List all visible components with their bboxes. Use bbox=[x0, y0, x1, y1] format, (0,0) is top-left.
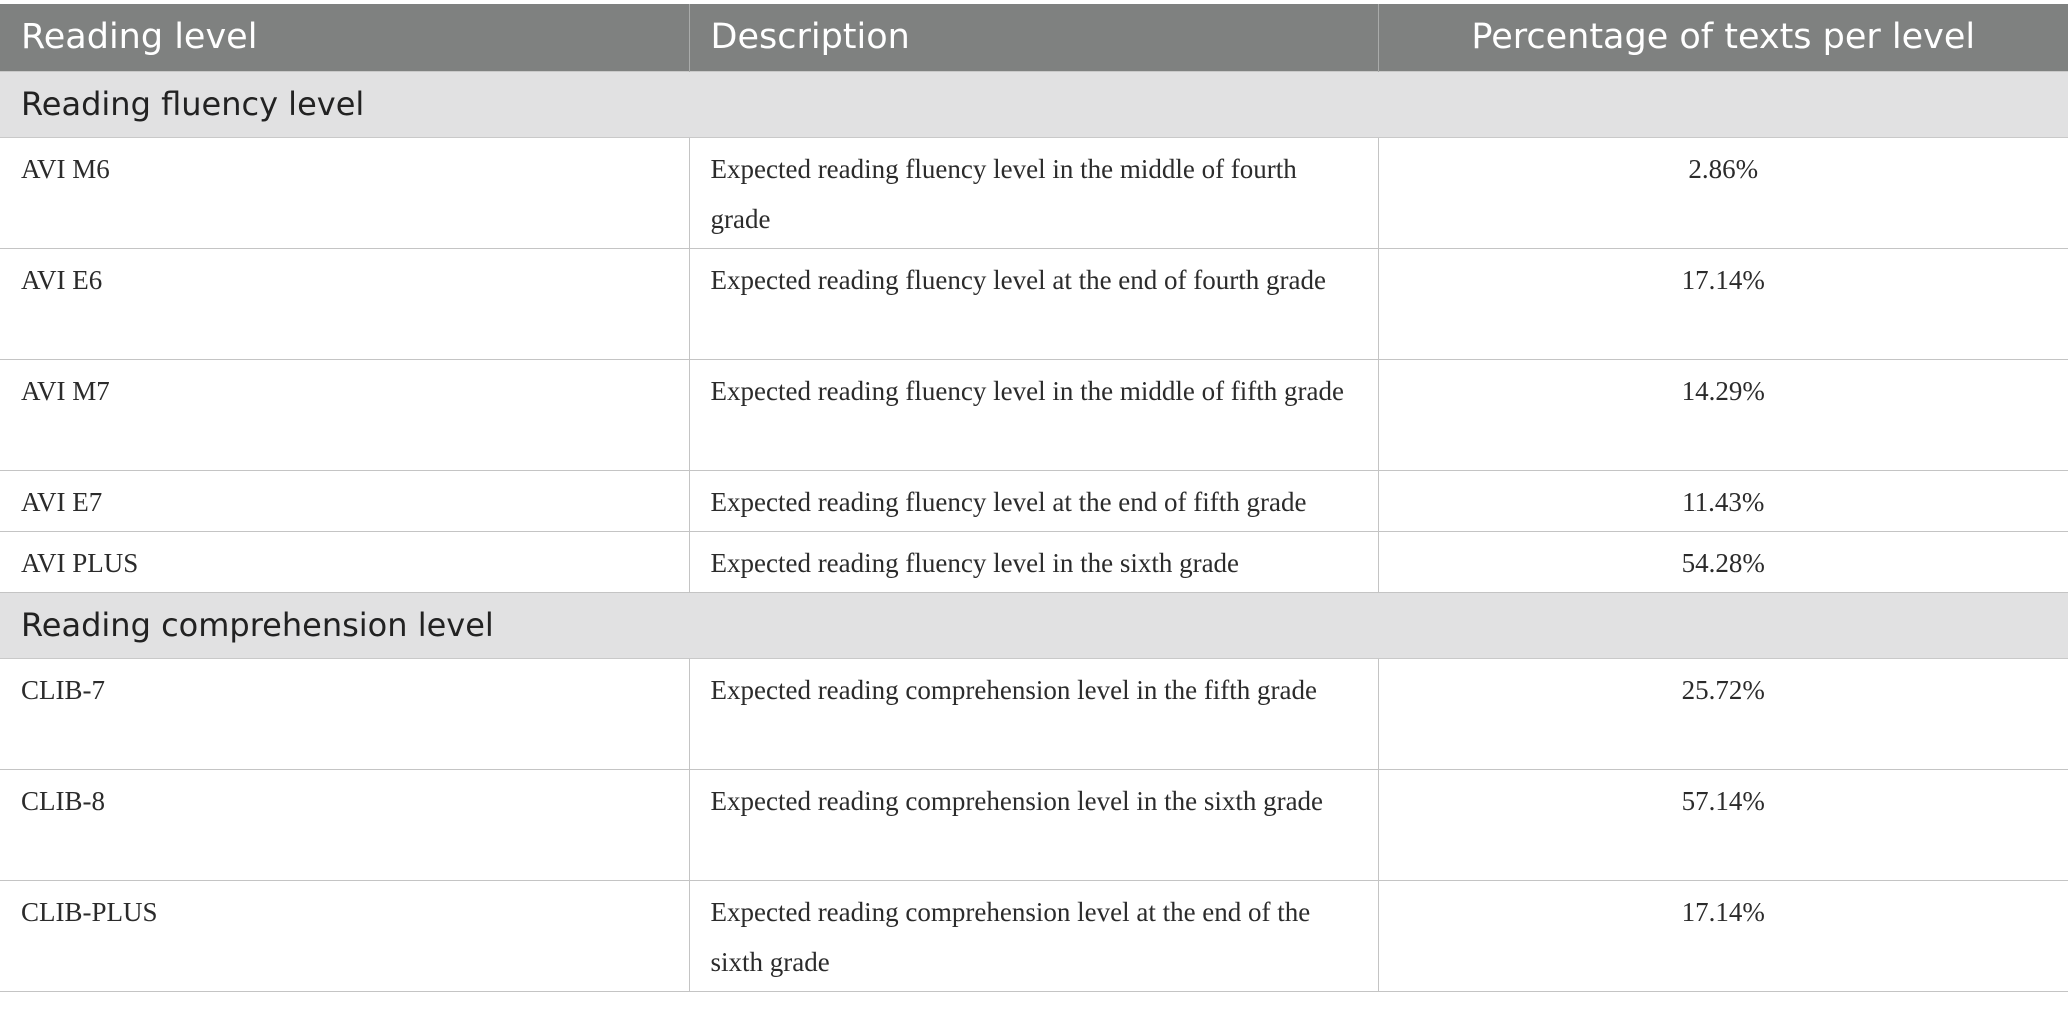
cell-percentage: 54.28% bbox=[1378, 531, 2068, 592]
cell-description: Expected reading fluency level in the middle of fifth grade bbox=[689, 359, 1378, 470]
table-row bbox=[0, 137, 2068, 248]
table-header bbox=[0, 4, 2068, 71]
section-row-comprehension bbox=[0, 592, 2068, 658]
cell-level: AVI M7 bbox=[0, 359, 689, 470]
table-row bbox=[0, 531, 2068, 592]
cell-description: Expected reading fluency level in the middle of fourth grade bbox=[689, 137, 1378, 248]
cell-level: AVI M6 bbox=[0, 137, 689, 248]
cell-level: CLIB-PLUS bbox=[0, 880, 689, 991]
cell-percentage: 17.14% bbox=[1378, 248, 2068, 359]
cell-level: CLIB-8 bbox=[0, 769, 689, 880]
cell-description: Expected reading comprehension level in the fifth grade bbox=[689, 658, 1378, 769]
cell-level: AVI PLUS bbox=[0, 531, 689, 592]
section-title: Reading comprehension level bbox=[0, 592, 2068, 658]
section-title: Reading fluency level bbox=[0, 71, 2068, 137]
table-row bbox=[0, 359, 2068, 470]
cell-level: AVI E6 bbox=[0, 248, 689, 359]
cell-description: Expected reading fluency level at the end of fifth grade bbox=[689, 470, 1378, 531]
cell-description: Expected reading fluency level at the end of fourth grade bbox=[689, 248, 1378, 359]
table-row bbox=[0, 248, 2068, 359]
table-row bbox=[0, 470, 2068, 531]
cell-level: CLIB-7 bbox=[0, 658, 689, 769]
table-row bbox=[0, 769, 2068, 880]
section-row-fluency bbox=[0, 71, 2068, 137]
cell-percentage: 2.86% bbox=[1378, 137, 2068, 248]
cell-description: Expected reading fluency level in the sixth grade bbox=[689, 531, 1378, 592]
table-row bbox=[0, 880, 2068, 991]
reading-levels-table-container bbox=[0, 4, 2068, 992]
cell-percentage: 25.72% bbox=[1378, 658, 2068, 769]
header-row bbox=[0, 4, 2068, 71]
cell-percentage: 11.43% bbox=[1378, 470, 2068, 531]
header-percentage: Percentage of texts per level bbox=[1378, 4, 2068, 71]
cell-description: Expected reading comprehension level in the sixth grade bbox=[689, 769, 1378, 880]
cell-percentage: 14.29% bbox=[1378, 359, 2068, 470]
header-reading-level: Reading level bbox=[0, 4, 689, 71]
table-body bbox=[0, 71, 2068, 991]
cell-percentage: 57.14% bbox=[1378, 769, 2068, 880]
cell-description: Expected reading comprehension level at the end of the sixth grade bbox=[689, 880, 1378, 991]
reading-levels-table bbox=[0, 4, 2068, 992]
header-description: Description bbox=[689, 4, 1378, 71]
cell-level: AVI E7 bbox=[0, 470, 689, 531]
cell-percentage: 17.14% bbox=[1378, 880, 2068, 991]
table-row bbox=[0, 658, 2068, 769]
